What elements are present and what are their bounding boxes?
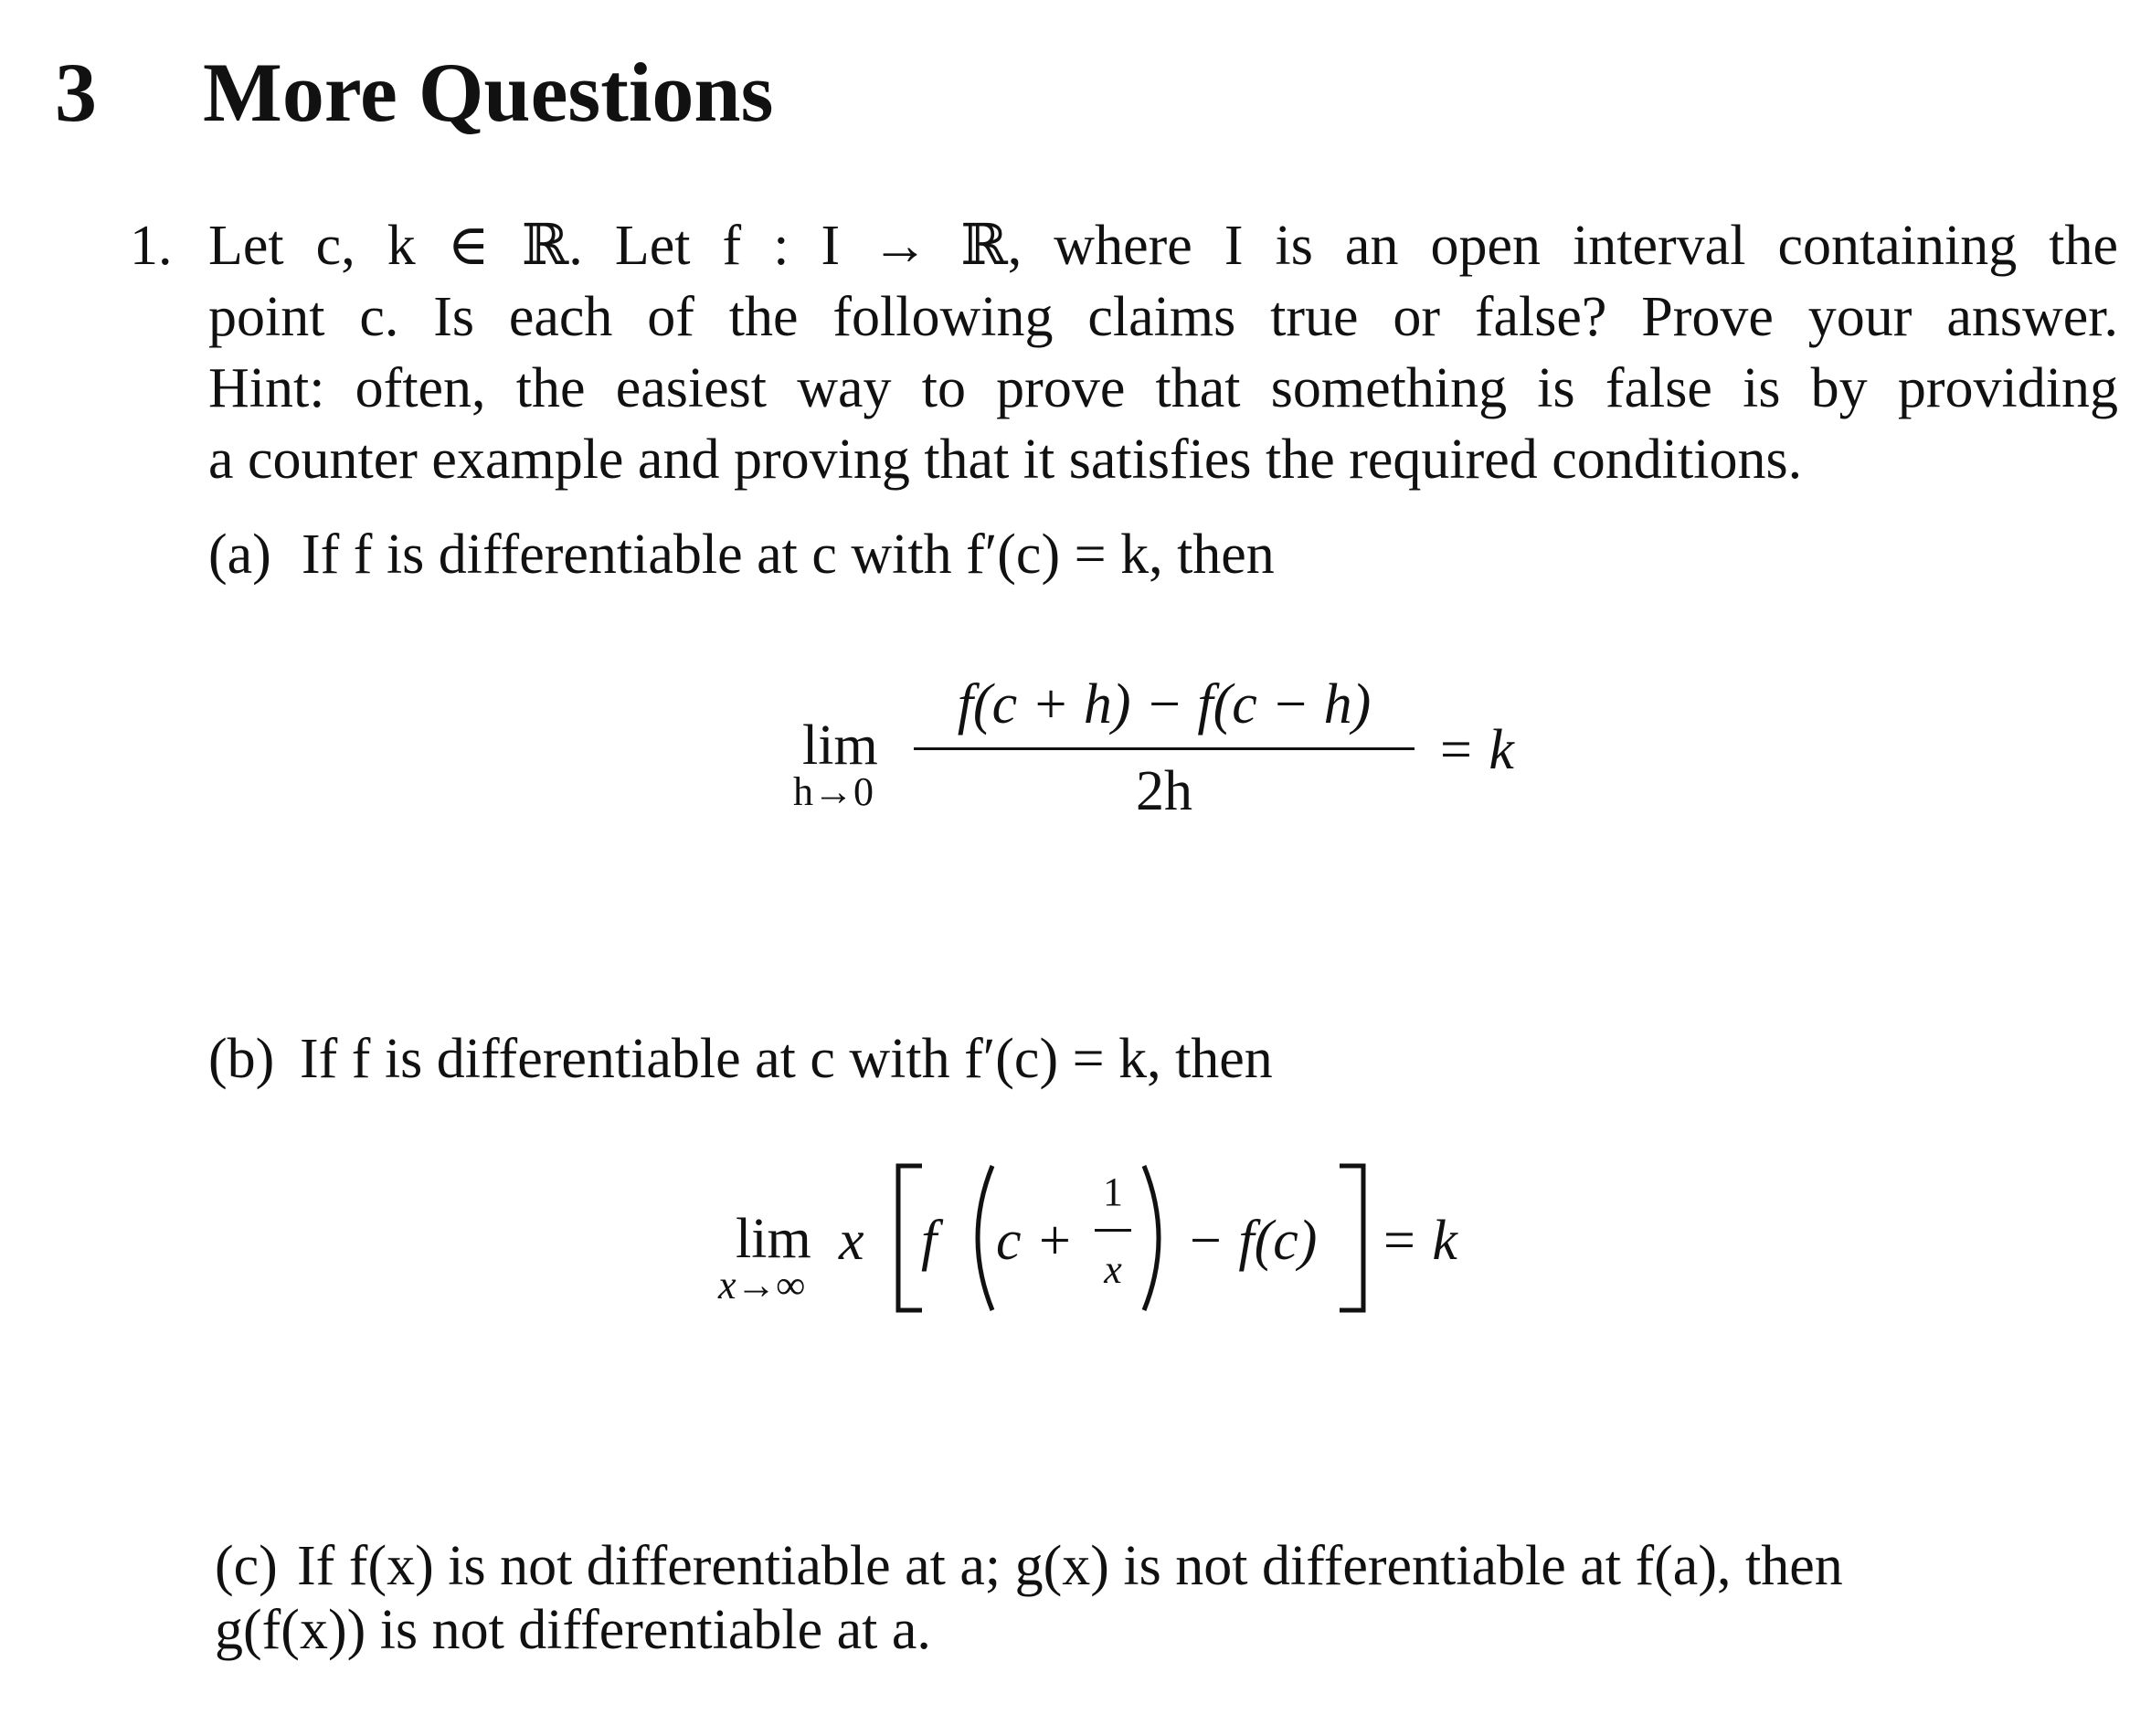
part-c-line-1: If f(x) is not differentiable at a; g(x) is not differentiable at f(a), then (297, 1535, 1843, 1597)
eq-b-frac-numerator: 1 (1103, 1170, 1123, 1214)
eq-b-limit-subscript: x→∞ (718, 1263, 805, 1307)
eq-b-minus-fc: − f(c) (1186, 1210, 1318, 1272)
eq-a-denominator: 2h (1136, 760, 1192, 822)
eq-b-factor-x: x (839, 1210, 864, 1272)
eq-b-frac-denominator: x (1104, 1247, 1122, 1292)
part-b-label: (b) (208, 1028, 275, 1090)
eq-a-lim: lim (802, 715, 878, 777)
eq-a-limit-subscript: h→0 (793, 769, 874, 814)
part-a-label: (a) (208, 524, 271, 586)
eq-a-numerator: f(c + h) − f(c − h) (957, 673, 1372, 736)
eq-a-fraction-bar (914, 747, 1415, 750)
question-line-4: a counter example and proving that it satisfies the required conditions. (208, 429, 1803, 491)
question-line-1: Let c, k ∈ ℝ. Let f : I → ℝ, where I is an open interval containing the (208, 215, 2118, 277)
part-c-label: (c) (215, 1535, 278, 1597)
section-number: 3 (55, 46, 97, 139)
question-number: 1. (130, 215, 173, 277)
eq-b-fraction-bar (1095, 1229, 1131, 1232)
eq-a-rhs: = k (1436, 719, 1514, 781)
left-paren-icon (958, 1160, 998, 1316)
part-a-text: If f is differentiable at c with f′(c) = k, then (302, 524, 1275, 586)
right-bracket-icon (1334, 1160, 1371, 1316)
part-c-line-2: g(f(x)) is not differentiable at a. (215, 1599, 931, 1661)
part-b-text: If f is differentiable at c with f′(c) = k, then (300, 1028, 1273, 1090)
question-line-2: point c. Is each of the following claims true or false? Prove your answer. (208, 286, 2118, 348)
question-line-3: Hint: often, the easiest way to prove that something is false is by providing (208, 357, 2118, 419)
eq-b-f: f (921, 1210, 938, 1272)
right-paren-icon (1139, 1160, 1179, 1316)
eq-b-lim: lim (736, 1208, 811, 1270)
section-title: More Questions (203, 46, 774, 139)
eq-b-rhs: = k (1380, 1210, 1457, 1272)
eq-b-c-plus: c + (996, 1210, 1074, 1272)
